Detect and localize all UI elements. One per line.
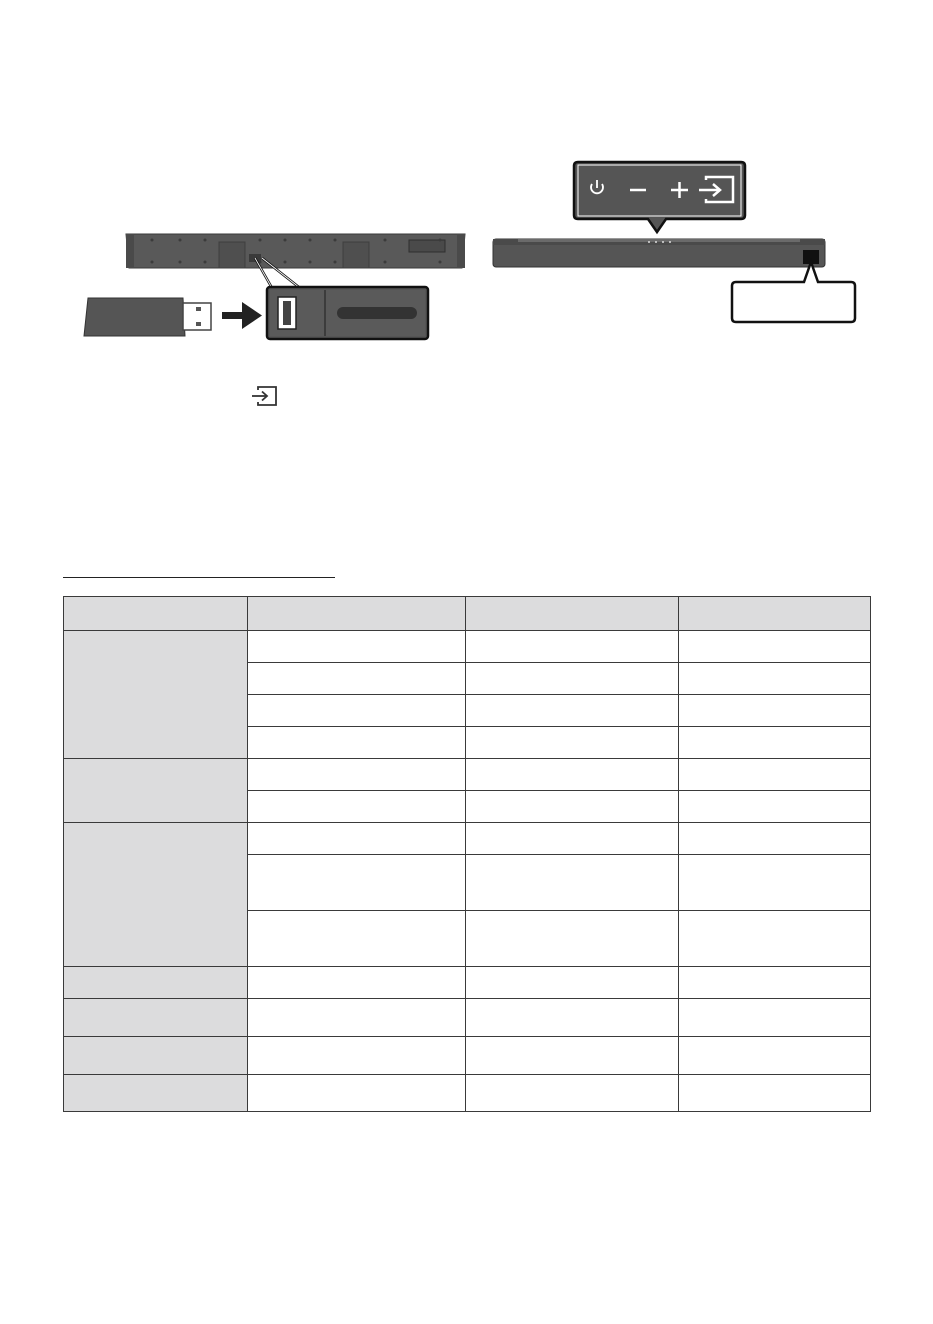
table-row [64, 823, 871, 855]
table-cell [466, 911, 679, 967]
soundbar-bottom-view [126, 234, 465, 268]
arrow-right-icon [222, 302, 262, 329]
spec-table [63, 596, 871, 1112]
table-cell [679, 791, 871, 823]
table-cell [679, 663, 871, 695]
table-cell [679, 1037, 871, 1075]
table-row [64, 1037, 871, 1075]
table-cell [248, 911, 466, 967]
table-cell [679, 967, 871, 999]
group-cell [64, 1075, 248, 1112]
source-input-icon [246, 384, 282, 408]
group-cell [64, 967, 248, 999]
table-cell [248, 1075, 466, 1112]
group-cell [64, 823, 248, 967]
table-cell [248, 759, 466, 791]
usb-port-zoom-box [267, 287, 428, 339]
table-row [64, 1075, 871, 1112]
table-cell [679, 855, 871, 911]
table-cell [466, 631, 679, 663]
table-cell [248, 823, 466, 855]
table-row [64, 999, 871, 1037]
table-cell [248, 663, 466, 695]
table-cell [466, 1075, 679, 1112]
group-cell [64, 631, 248, 759]
soundbar-front-view [493, 239, 825, 267]
table-row [64, 967, 871, 999]
table-cell [466, 663, 679, 695]
table-cell [466, 759, 679, 791]
group-cell [64, 759, 248, 823]
table-cell [248, 855, 466, 911]
table-cell [466, 1037, 679, 1075]
table-cell [466, 855, 679, 911]
table-cell [248, 695, 466, 727]
table-cell [248, 727, 466, 759]
side-callout-box [732, 262, 855, 322]
table-cell [679, 631, 871, 663]
table-cell [679, 759, 871, 791]
button-panel-callout [574, 162, 745, 232]
table-cell [248, 1037, 466, 1075]
table-cell [248, 631, 466, 663]
table-cell [466, 695, 679, 727]
table-cell [466, 727, 679, 759]
table-cell [679, 695, 871, 727]
table-cell [679, 911, 871, 967]
table-row [64, 631, 871, 663]
table-cell [679, 999, 871, 1037]
table-cell [466, 967, 679, 999]
table-cell [679, 727, 871, 759]
table-cell [466, 791, 679, 823]
table-cell [466, 823, 679, 855]
table-header-row [64, 597, 871, 631]
table-cell [679, 823, 871, 855]
table-cell [679, 1075, 871, 1112]
table-cell [248, 999, 466, 1037]
header-cell [248, 597, 466, 631]
group-cell [64, 999, 248, 1037]
group-cell [64, 1037, 248, 1075]
section-underline [63, 577, 335, 578]
illustration-svg [0, 0, 933, 360]
usb-stick-icon [84, 298, 211, 336]
table-cell [248, 791, 466, 823]
table-cell [248, 967, 466, 999]
soundbar-illustration [0, 0, 933, 360]
table-cell [466, 999, 679, 1037]
header-cell [466, 597, 679, 631]
header-cell [679, 597, 871, 631]
header-cell [64, 597, 248, 631]
table-row [64, 759, 871, 791]
